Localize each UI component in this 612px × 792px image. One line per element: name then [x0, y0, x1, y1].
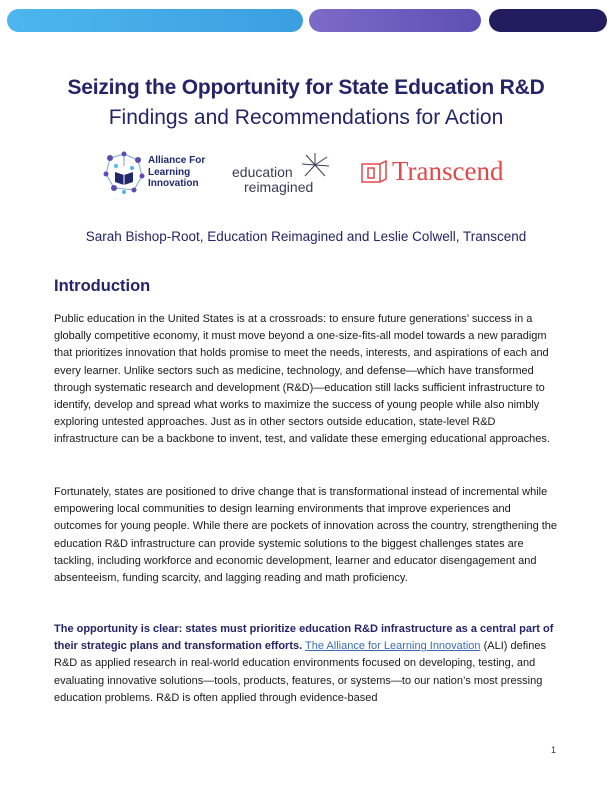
- alliance-logo-text: Alliance For Learning Innovation: [148, 155, 206, 189]
- ali-link[interactable]: The Alliance for Learning Innovation: [305, 640, 481, 653]
- starburst-icon: [300, 152, 330, 178]
- header-bar-purple: [309, 9, 481, 32]
- header-bar-navy: [489, 9, 607, 32]
- introduction-heading: Introduction: [54, 277, 151, 295]
- intro-paragraph-2: Fortunately, states are positioned to drive change that is transformational instead of incremental while empowering local communities to design learning environments that improve experiences and outcomes for young people. While there are pockets of innovation across the country, strengthening the education R&D infrastructure can provide systemic solutions to the biggest challenges states are tackling, including workforce and economic development, learner and educator disengagement and absenteeism, funding scarcity, and lagging reading and math proficiency.: [54, 486, 558, 585]
- intro-paragraph-3: [54, 621, 558, 707]
- transcend-frame-icon: [360, 160, 388, 186]
- network-icon: [102, 148, 148, 198]
- education-logo-line2: reimagined: [244, 179, 314, 195]
- header-bar-blue: [7, 9, 303, 32]
- opportunity-statement: The opportunity is clear: states must prioritize education R&D infrastructure as a central part of their strategic plans and transformation efforts.: [54, 623, 554, 653]
- intro-paragraph-1: Public education in the United States is at a crossroads: to ensure future generations’ success in a globally competitive economy, it must move beyond a one-size-fits-all model towards a new paradigm that prioritizes innovation that holds promise to meet the needs, interests, and aspirations of each and every learner. Unlike sectors such as medicine, technology, and defense—which have transformed through systematic research and development (R&D)—education still lacks sufficient infrastructure to identify, develop and spread what works to maximize the success of young people while also nimbly exploring untested approaches. Just as in other sectors outside education, state-level R&D infrastructure can be a backbone to invent, test, and validate these emerging educational approaches.: [54, 313, 550, 446]
- ali-definition-text: (ALI) defines R&D as applied research in real-world education environments focused on developing, testing, and evaluating innovative solutions—tools, products, features, or systems—to our nation’s most pressing education problems. R&D is often applied through evidence-based: [54, 640, 546, 704]
- alliance-logo: [102, 148, 212, 198]
- authors-line: Sarah Bishop-Root, Education Reimagined and Leslie Colwell, Transcend: [85, 229, 527, 244]
- transcend-logo-text: Transcend: [392, 156, 504, 186]
- transcend-logo: [360, 156, 520, 192]
- education-logo-line1: education: [232, 164, 293, 180]
- education-reimagined-logo: [232, 152, 342, 196]
- partner-logos: [0, 148, 612, 198]
- document-subtitle: Findings and Recommendations for Action: [108, 106, 504, 129]
- document-title: Seizing the Opportunity for State Education R&D: [67, 76, 545, 99]
- page-number: 1: [551, 745, 557, 755]
